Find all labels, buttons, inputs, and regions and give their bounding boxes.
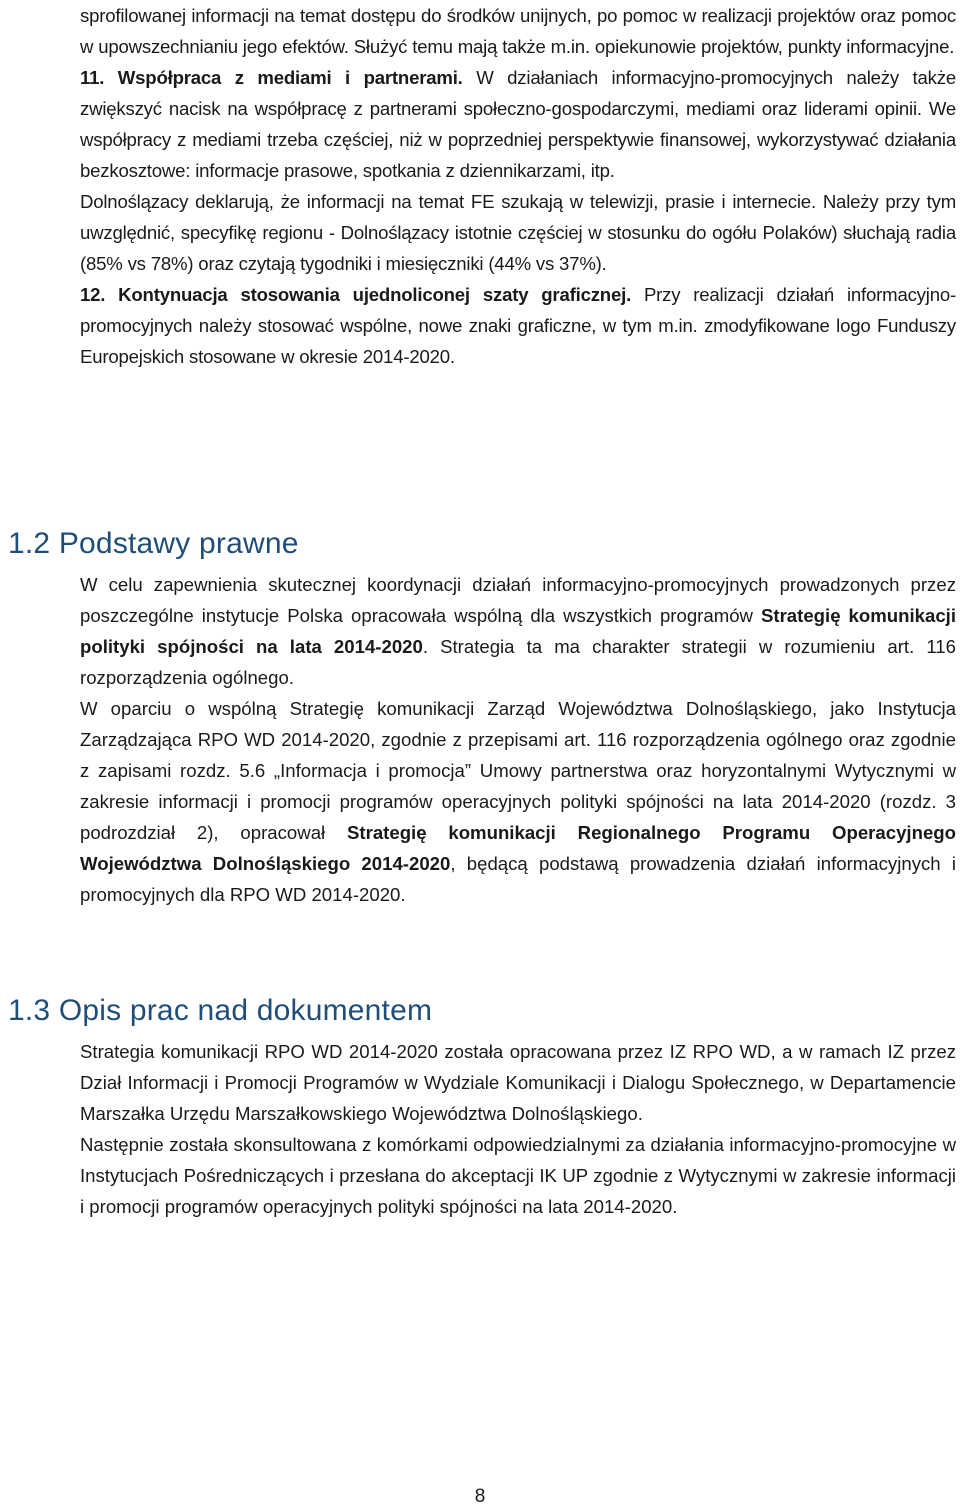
paragraph-1-2-a [80,569,956,693]
item-12 [80,279,956,372]
item-12-text: Przy realizacji działań informacyjno-promocyjnych należy stosować wspólne, nowe znaki graficzne, w tym m.in. zmodyfikowane logo Funduszy Europejskich stosowane w okresie 2014-2020. [80,284,956,367]
paragraph-1-3-b: Następnie została skonsultowana z komórkami odpowiedzialnymi za działania informacyjno-promocyjne w Instytucjach Pośredniczących i przesłana do akceptacji IK UP zgodnie z Wytycznymi w zakresie informacji i promocji programów operacyjnych polityki spójności na lata 2014-2020. [80,1134,956,1217]
text-span: . Strategia ta ma charakter strategii w rozumieniu art. 116 rozporządzenia ogólnego. [80,636,956,688]
heading-section-1-2: 1.2 Podstawy prawne [8,527,299,560]
text-span: , będącą podstawą prowadzenia działań informacyjnych i promocyjnych dla RPO WD 2014-2020. [80,853,956,905]
paragraph-1-3-a: Strategia komunikacji RPO WD 2014-2020 została opracowana przez IZ RPO WD, a w ramach IZ przez Dział Informacji i Promocji Programów w Wydziale Komunikacji i Dialogu Społecznego, w Departamencie Marszałka Urzędu Marszałkowskiego Województwa Dolnośląskiego. [80,1041,956,1124]
bold-strategy-title: Strategię komunikacji polityki spójności na lata 2014-2020 [80,605,957,657]
item-12-label: 12. Kontynuacja stosowania ujednoliconej szaty graficznej. [80,284,632,305]
page-number: 8 [474,1486,486,1507]
item-11 [80,62,956,186]
item-11-text-1: W działaniach informacyjno-promocyjnych należy także zwiększyć nacisk na współpracę z partnerami społeczno-gospodarczymi, mediami oraz liderami opinii. [80,67,956,119]
text-span: W oparciu o wspólną Strategię komunikacji Zarząd Województwa Dolnośląskiego, jako Instytucja Zarządzająca RPO WD 2014-2020, zgodnie z przepisami art. 116 rozporządzenia ogólnego oraz zgodnie z zapisami rozdz. 5.6 „Informacja i promocja” Umowy partnerstwa oraz horyzontalnymi Wytycznymi w zakresie informacji i promocji programów operacyjnych polityki spójności na lata 2014-2020 (rozdz. 3 podrozdział 2), opracował [80,698,956,843]
paragraph-intro: sprofilowanej informacji na temat dostępu do środków unijnych, po pomoc w realizacji projektów oraz pomoc w upowszechnianiu jego efektów. Służyć temu mają także m.in. opiekunowie projektów, punkty informacyjne. [80,5,956,57]
item-11-text-2: We współpracy z mediami trzeba częściej, niż w poprzedniej perspektywie finansowej, wykorzystywać działania bezkosztowe: informacje prasowe, spotkania z dziennikarzami, itp. [80,98,956,181]
section-1-2-body [80,569,956,910]
item-11-label: 11. Współpraca z mediami i partnerami. [80,67,463,88]
top-section [80,0,956,372]
bold-rpo-strategy-title: Strategię komunikacji Regionalnego Programu Operacyjnego Województwa Dolnośląskiego 2014-2020 [80,822,957,874]
section-1-3-body [80,1036,956,1222]
paragraph-1-2-b [80,693,956,910]
heading-section-1-3: 1.3 Opis prac nad dokumentem [8,994,433,1027]
text-span: W celu zapewnienia skutecznej koordynacji działań informacyjno-promocyjnych prowadzonych przez poszczególne instytucje Polska opracowała wspólną dla wszystkich programów [80,574,956,626]
paragraph-dolnoslazacy: Dolnoślązacy deklarują, że informacji na temat FE szukają w telewizji, prasie i internecie. Należy przy tym uwzględnić, specyfikę regionu - Dolnoślązacy istotnie częściej w stosunku do ogółu Polaków) słuchają radia (85% vs 78%) oraz czytają tygodniki i miesięczniki (44% vs 37%). [80,191,956,274]
